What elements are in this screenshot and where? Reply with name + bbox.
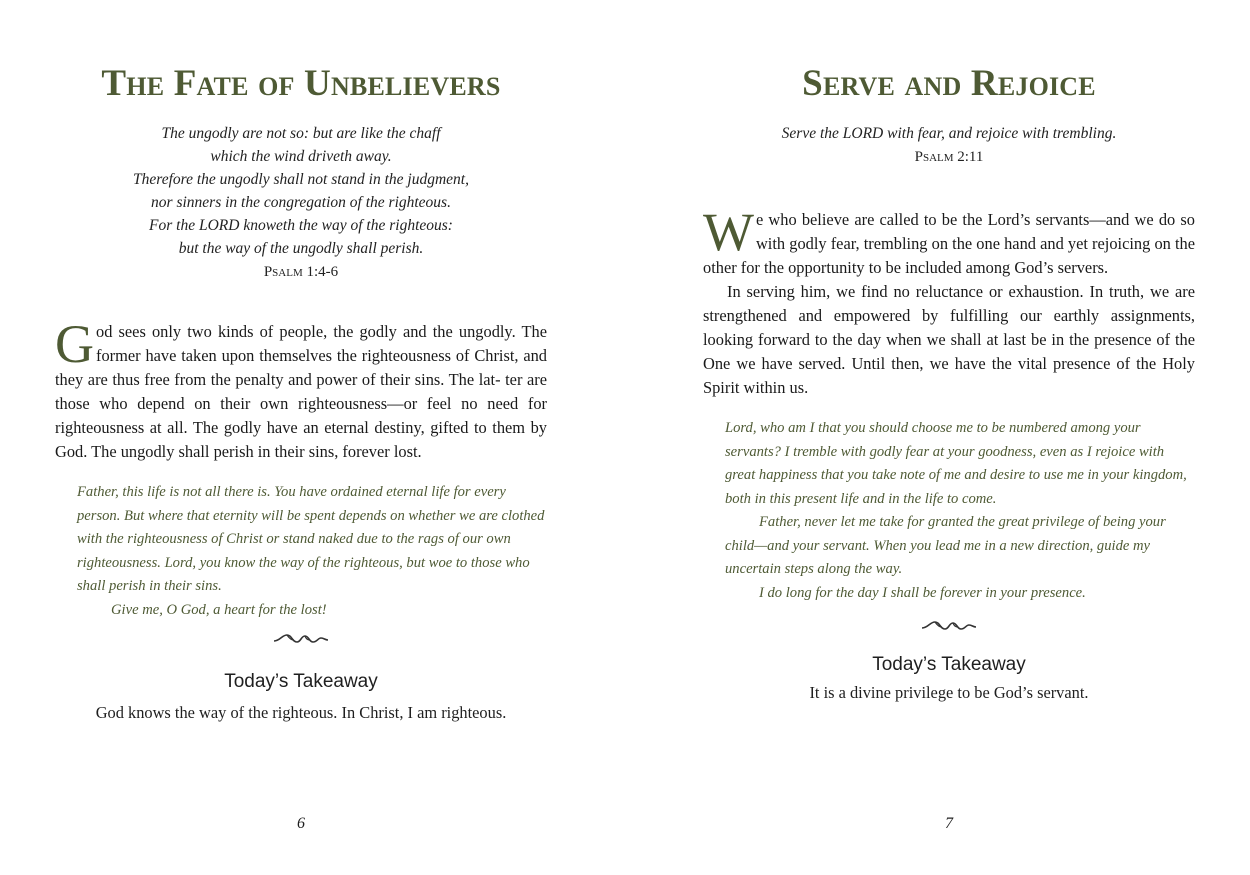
verse-line: but the way of the ungodly shall perish.: [178, 240, 424, 257]
scripture-verse: [703, 122, 1195, 169]
page-title: The Fate of Unbelievers: [101, 63, 501, 104]
verse-line: nor sinners in the congregation of the righteous.: [151, 194, 451, 211]
devotional-body: [55, 314, 547, 464]
takeaway-text: God knows the way of the righteous. In Christ, I am righteous.: [95, 703, 507, 722]
prayer-paragraph: I do long for the day I shall be forever in your presence.: [759, 584, 1086, 601]
prayer-paragraph: Father, never let me take for granted the great privilege of being your child—and your servant. When you lead me in a new direction, guide my uncertain steps along the way.: [725, 514, 1166, 577]
body-text: od sees only two kinds of people, the godly and the ungodly. The former have taken upon themselves the righteousness of Christ, and they are thus free from the penalty and power of their sins. The lat- ter are those who depend on their own righteousness—or feel no need for righteousness at all. The godly have an eternal destiny, gifted to them by God. The ungodly shall perish in their sins, forever lost.: [55, 322, 547, 461]
prayer-paragraph: Lord, who am I that you should choose me to be numbered among your servants? I tremble with godly fear at your goodness, even as I rejoice with great happiness that you take note of me and desire to use me in your kingdom, both in this present life and in the life to come.: [725, 420, 1187, 507]
verse-line: Therefore the ungodly shall not stand in the judgment,: [133, 171, 469, 188]
verse-line: Serve the LORD with fear, and rejoice with trembling.: [781, 125, 1117, 142]
prayer: [725, 417, 1195, 605]
body-paragraph: [55, 314, 547, 464]
flourish-ornament-icon: [703, 619, 1195, 635]
verse-line: which the wind driveth away.: [210, 148, 392, 165]
verse-line: The ungodly are not so: but are like the chaff: [161, 125, 441, 142]
page-number: 6: [297, 815, 305, 832]
prayer-paragraph: Father, this life is not all there is. You have ordained eternal life for every person. But where that eternity will be spent depends on whether we are clothed with the righteousness of Christ or stand naked due to the rags of our own righteousness. Lord, you know the way of the righteous, but woe to those who shall perish in their sins.: [77, 484, 545, 594]
body-paragraph: [703, 202, 1195, 280]
page-title: Serve and Rejoice: [802, 63, 1096, 104]
drop-cap: G: [55, 314, 94, 374]
body-paragraph: In serving him, we find no reluctance or exhaustion. In truth, we are strengthened and empowered by fulfilling our earthly assignments, looking forward to the day when we shall at last be in the presence of the One we have served. Until then, we have the vital presence of the Holy Spirit within us.: [703, 282, 1195, 397]
takeaway-heading: Today’s Takeaway: [224, 671, 378, 692]
takeaway-heading: Today’s Takeaway: [872, 654, 1026, 675]
drop-cap: W: [703, 202, 754, 262]
left-page: [55, 0, 547, 875]
scripture-verse: [55, 122, 547, 284]
page-number: 7: [945, 815, 953, 832]
verse-reference: Psalm 1:4-6: [263, 264, 339, 280]
prayer: [77, 481, 547, 622]
right-page: [703, 0, 1195, 875]
devotional-body: [703, 202, 1195, 400]
prayer-paragraph: Give me, O God, a heart for the lost!: [111, 601, 327, 618]
verse-reference: Psalm 2:11: [914, 149, 984, 165]
verse-line: For the LORD knoweth the way of the righteous:: [149, 217, 453, 234]
body-text: e who believe are called to be the Lord’s servants—and we do so with godly fear, trembling on the one hand and yet rejoicing on the other for the opportunity to be included among God’s servers.: [703, 210, 1195, 277]
takeaway-text: It is a divine privilege to be God’s servant.: [809, 683, 1089, 702]
flourish-ornament-icon: [55, 632, 547, 648]
